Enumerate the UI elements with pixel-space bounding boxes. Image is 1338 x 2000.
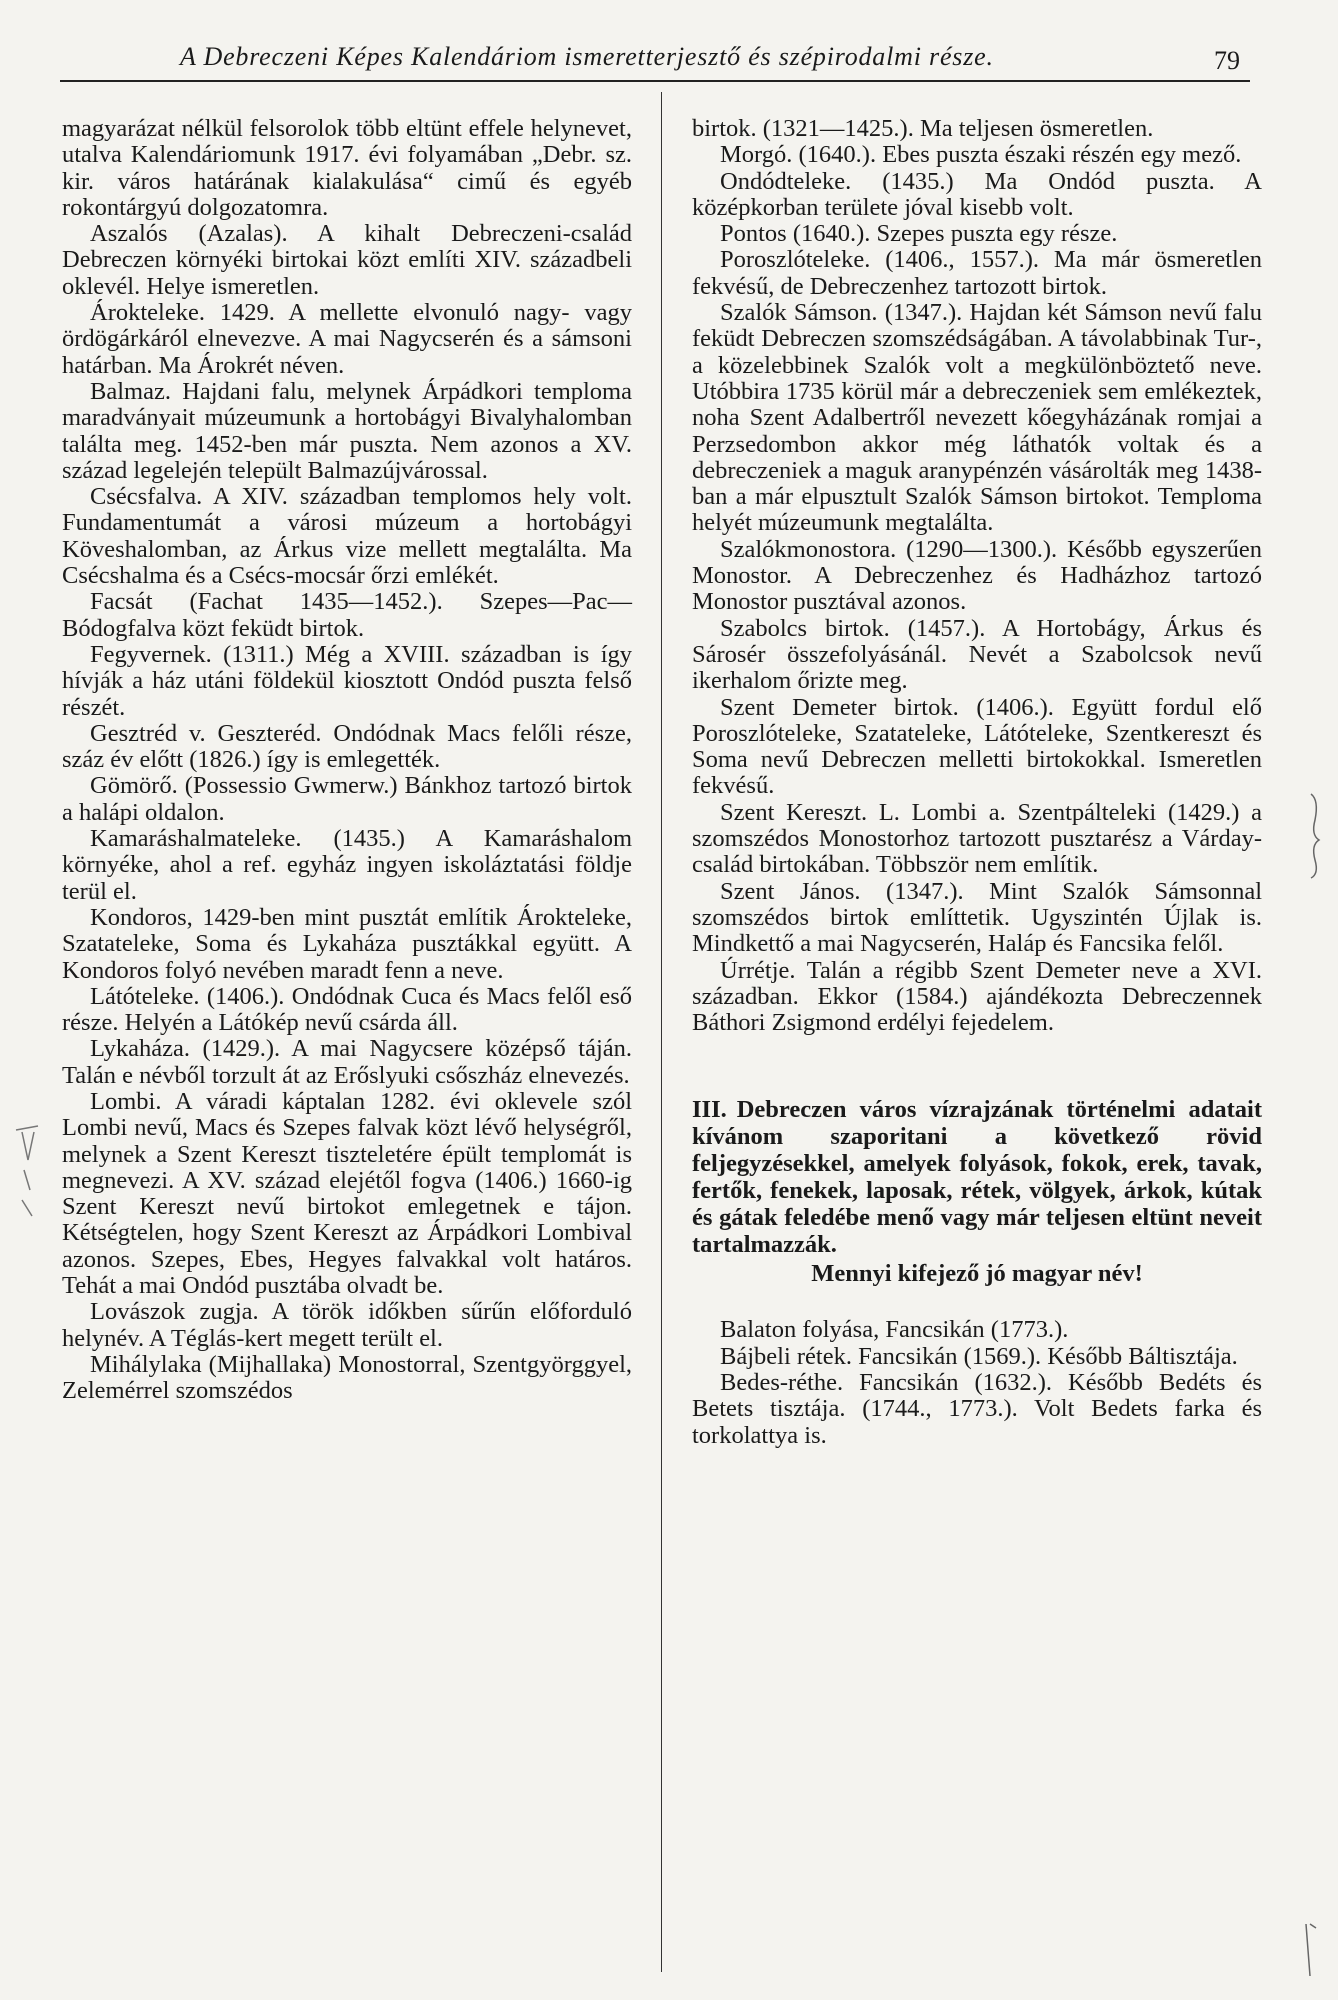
paragraph: Poroszlóteleke. (1406., 1557.). Ma már ösmeretlen fekvésű, de Debreczenhez tartozott birtok. <box>692 246 1262 300</box>
paragraph: Balaton folyása, Fancsikán (1773.). <box>720 1316 1069 1344</box>
paragraph: Bedes-réthe. Fancsikán (1632.). Később Bedéts és Betets tisztája. (1744., 1773.). Volt Bedets farka és torkolattya is. <box>692 1368 1262 1449</box>
right-column <box>692 116 1262 1449</box>
paragraph: Lombi. A váradi káptalan 1282. évi oklevele szól Lombi nevű, Macs és Szepes falvak közt lévő helységről, melynek a Szent Kereszt tiszteletére épült templomát is megnevezi. A XV. század elejétől fogva (1406.) 1660-ig Szent Kereszt nevű birtokot emlegetnek e tájon. Kétségtelen, hogy Szent Kereszt az Árpádkori Lombival azonos. Szepes, Ebes, Hegyes falvakkal volt határos. Tehát a mai Ondód pusztába olvadt be. <box>62 1087 632 1300</box>
section-text: Debreczen város vízrajzának történelmi adatait kívánom szaporitani a következő rövid feljegyzésekkel, amelyek folyások, fokok, erek, tavak, fertők, fenekek, laposak, rétek, völgyek, árkok, kútak és gátak feledébe menő vagy már teljesen eltünt neveit tartalmazzák. <box>692 1096 1262 1259</box>
paragraph: Balmaz. Hajdani falu, melynek Árpádkori temploma maradványait múzeumunk a hortobágyi Bivalyhalomban találta meg. 1452-ben már puszta. Nem azonos a XV. század legelején települt Balmazújvárossal. <box>62 377 632 484</box>
paragraph: Csécsfalva. A XIV. században templomos hely volt. Fundamentumát a városi múzeum a hortobágyi Köveshalomban, az Árkus vize mellett megtalálta. Ma Csécshalma és a Csécs-mocsár őrzi emlékét. <box>62 483 632 590</box>
paragraph: Lykaháza. (1429.). A mai Nagycsere középső táján. Talán e névből torzult át az Erőslyuki csőszház elnevezés. <box>62 1035 632 1089</box>
running-title: A Debreczeni Képes Kalendáriom ismeretterjesztő és szépirodalmi része. <box>180 42 994 71</box>
paragraph: Szent Demeter birtok. (1406.). Együtt fordul elő Poroszlóteleke, Szatateleke, Látóteleke, Szentkereszt és Soma nevű Debreczen melletti birtokokkal. Ismeretlen fekvésű. <box>692 693 1262 800</box>
margin-bracket-icon <box>1305 790 1325 880</box>
paragraph: birtok. (1321—1425.). Ma teljesen ösmeretlen. <box>692 115 1154 142</box>
water-names-list <box>692 1317 1262 1448</box>
paragraph: Gesztréd v. Geszteréd. Ondódnak Macs felőli része, száz év előtt (1826.) így is emlegették. <box>62 719 632 774</box>
paragraph: Fegyvernek. (1311.) Még a XVIII. században is így hívják a ház utáni földekül kiosztott Ondód puszta felső részét. <box>62 640 632 721</box>
paragraph: Szent Kereszt. L. Lombi a. Szentpálteleki (1429.) a szomszédos Monostorhoz tartozott pusztarész a Várday-család birtokában. Többször nem említik. <box>692 798 1262 879</box>
paragraph: Szalók Sámson. (1347.). Hajdan két Sámson nevű falu feküdt Debreczen szomszédságában. A távolabbinak Tur-, a közelebbinek Szalók volt a megkülönböztető neve. Utóbbira 1735 körül már a debreczeniek sem emlékeztek, noha Szent Adalbertről nevezett kőegyházának romjai a Perzsedombon akkor még láthatók voltak és a debreczeniek a maguk aranypénzén vásárolták meg 1438-ban a már elpusztult Szalók Sámson birtokot. Temploma helyét múzeumunk megtalálta. <box>692 299 1262 537</box>
paragraph: Mihálylaka (Mijhallaka) Monostorral, Szentgyörggyel, Zelemérrel szomszédos <box>62 1350 632 1405</box>
paragraph: Gömörő. (Possessio Gwmerw.) Bánkhoz tartozó birtok a halápi oldalon. <box>62 772 632 826</box>
section-closing: Mennyi kifejező jó magyar név! <box>811 1260 1143 1288</box>
paragraph: Ondódteleke. (1435.) Ma Ondód puszta. A középkorban területe jóval kisebb volt. <box>692 167 1262 221</box>
paragraph: Pontos (1640.). Szepes puszta egy része. <box>720 220 1118 248</box>
paragraph: Aszalós (Azalas). A kihalt Debreczeni-család Debreczen környéki birtokai közt említi XIV. századbeli oklevél. Helye ismeretlen. <box>62 220 632 300</box>
paragraph: Bájbeli rétek. Fancsikán (1569.). Később Báltisztája. <box>720 1342 1238 1370</box>
paragraph: magyarázat nélkül felsorolok több eltünt effele helynevet, utalva Kalendáriomunk 1917. évi folyamában „Debr. sz. kir. város határának kialakulása“ cimű és egyéb rokontárgyú dolgozatomra. <box>62 115 632 221</box>
paragraph: Szent János. (1347.). Mint Szalók Sámsonnal szomszédos birtok említtetik. Ugyszintén Újlak is. Mindkettő a mai Nagycserén, Haláp és Fancsika felől. <box>692 877 1262 958</box>
page-number: 79 <box>1214 46 1240 75</box>
paragraph: Szalókmonostora. (1290—1300.). Később egyszerűen Monostor. A Debreczenhez és Hadházhoz tartozó Monostor pusztával azonos. <box>692 535 1262 616</box>
page-header <box>60 40 1250 82</box>
paragraph: Lovászok zugja. A török időkben sűrűn előforduló helynév. A Téglás-kert megett terült el. <box>62 1298 632 1352</box>
paragraph: Látóteleke. (1406.). Ondódnak Cuca és Macs felől eső része. Helyén a Látókép nevű csárda áll. <box>62 982 632 1037</box>
paragraph: Morgó. (1640.). Ebes puszta északi részén egy mező. <box>720 141 1242 169</box>
section-number: III. <box>692 1096 727 1124</box>
paragraph: Facsát (Fachat 1435—1452.). Szepes—Pac—Bódogfalva közt feküdt birtok. <box>62 588 632 642</box>
margin-scribble-icon <box>12 1120 42 1220</box>
margin-tick-icon <box>1300 1920 1320 1980</box>
paragraph: Árokteleke. 1429. A mellette elvonuló nagy- vagy ördögárkáról elnevezve. A mai Nagycserén és a sámsoni határban. Ma Árokrét néven. <box>62 299 632 379</box>
paragraph: Úrrétje. Talán a régibb Szent Demeter neve a XVI. században. Ekkor (1584.) ajándékozta Debreczennek Báthori Zsigmond erdélyi fejedelem. <box>692 956 1262 1037</box>
left-column <box>62 116 632 1405</box>
paragraph: Kamaráshalmateleke. (1435.) A Kamaráshalom környéke, ahol a ref. egyház ingyen iskoláztatási földje terül el. <box>62 825 632 905</box>
paragraph: Kondoros, 1429-ben mint pusztát említik Árokteleke, Szatateleke, Soma és Lykaháza pusztákkal együtt. A Kondoros folyó nevében maradt fenn a neve. <box>62 903 632 984</box>
paragraph: Szabolcs birtok. (1457.). A Hortobágy, Árkus és Sárosér összefolyásánál. Nevét a Szabolcsok nevű ikerhalom őrizte meg. <box>692 614 1262 695</box>
section-heading <box>692 1096 1262 1287</box>
column-divider <box>661 92 662 1972</box>
